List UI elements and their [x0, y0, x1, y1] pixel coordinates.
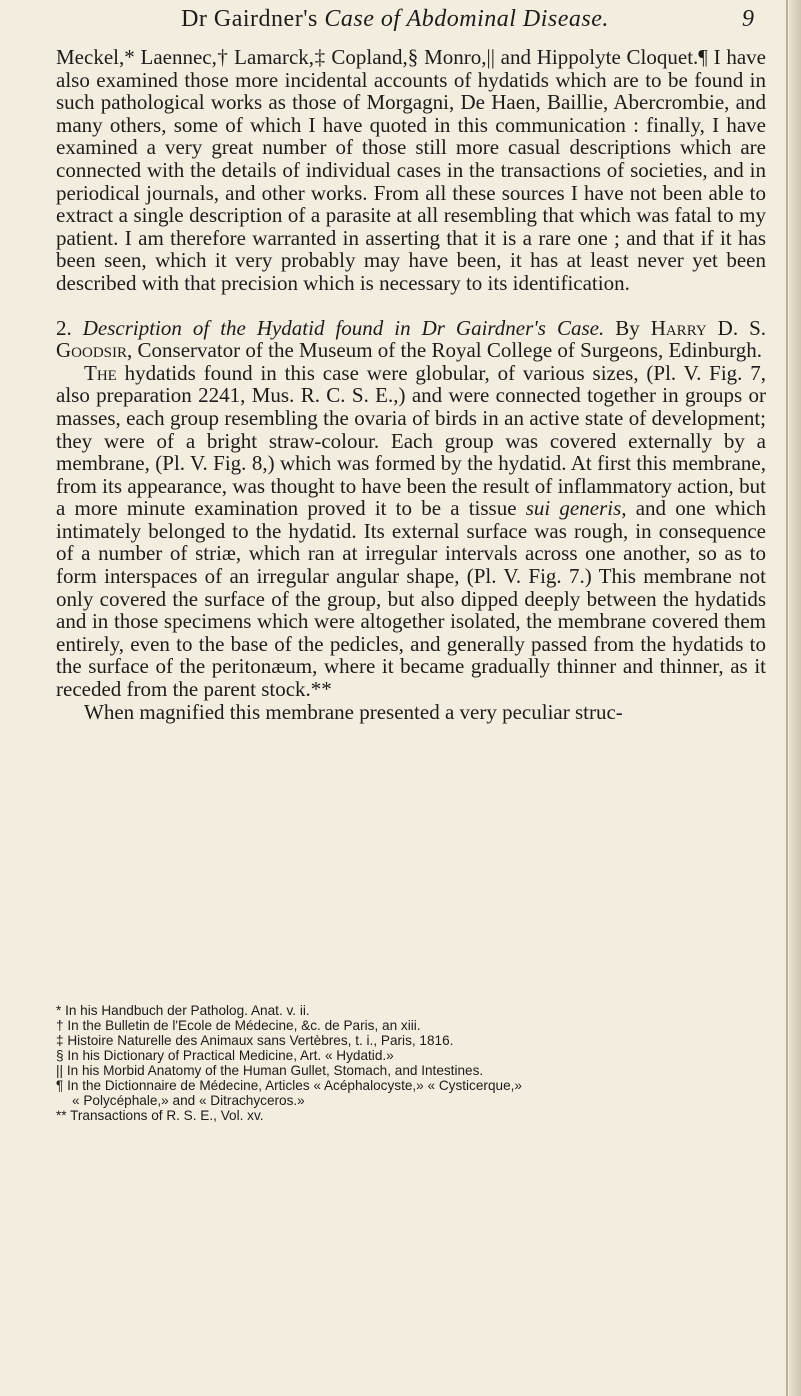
running-head-author: Dr Gairdner's	[181, 6, 318, 32]
page-edge-line	[786, 0, 788, 1396]
running-header	[0, 0, 801, 40]
paragraph-sources: Meckel,* Laennec,† Lamarck,‡ Copland,§ Monro,|| and Hippolyte Cloquet.¶ I have also examined those more incidental accounts of hydatids which are to be found in such pathological works as those of Morgagni, De Haen, Baillie, Abercrombie, and many others, some of which I have quoted in this communication : finally, I have examined a very great number of those still more casual descriptions which are connected with the details of individual cases in the transactions of societies, and in periodical journals, and other works. From all these sources I have not been able to extract a single description of a parasite at all resembling that which was fatal to my patient. I am therefore warranted in asserting that it is a rare one ; and that if it has been seen, which it very probably may have been, it has at least never yet been described with that precision which is necessary to its identification.	[56, 45, 766, 295]
footnote: * In his Handbuch der Patholog. Anat. v. ii.	[56, 1003, 310, 1018]
latin-phrase: sui generis,	[525, 496, 627, 521]
footnote: ¶ In the Dictionnaire de Médecine, Articles « Acéphalocyste,» « Cysticerque,»	[56, 1078, 522, 1093]
page-edge-shadow	[789, 0, 801, 1396]
byline-prefix: By	[615, 315, 640, 340]
footnote: § In his Dictionary of Practical Medicine, Art. « Hydatid.»	[56, 1048, 394, 1063]
byline-affiliation: Conservator of the Museum of the Royal College of Surgeons, Edinburgh.	[137, 338, 762, 363]
footnote: † In the Bulletin de l'Ecole de Médecine, &c. de Paris, an xiii.	[56, 1018, 421, 1033]
section-title: Description of the Hydatid found in Dr Gairdner's Case.	[82, 315, 605, 340]
footnotes	[56, 1003, 756, 1123]
footnote: || In his Morbid Anatomy of the Human Gullet, Stomach, and Intestines.	[56, 1063, 484, 1078]
paragraph-magnified: When magnified this membrane presented a very peculiar struc-	[84, 699, 623, 724]
footnote: ** Transactions of R. S. E., Vol. xv.	[56, 1108, 264, 1123]
paragraph-description	[56, 362, 766, 701]
paragraph-description-part-a: hydatids found in this case were globular, of various sizes, (Pl. V. Fig. 7, also preparation 2241, Mus. R. C. S. E.,) and were connected together in groups or masses, each group resembling the ovaria of birds in an active state of development; they were of a bright straw-colour. Each group was covered externally by a membrane, (Pl. V. Fig. 8,) which was formed by the hydatid. At first this membrane, from its appearance, was thought to have been the result of inflammatory action, but a more minute examination proved it to be a tissue	[56, 360, 766, 521]
paragraph-lead: The	[84, 360, 117, 385]
paragraph-description-part-b: and one which intimately belonged to the hydatid. Its external surface was rough, in consequence of a number of striæ, which ran at irregular intervals across one another, so as to form interspaces of an irregular angular shape, (Pl. V. Fig. 7.) This membrane not only covered the surface of the group, but also dipped deeply between the hydatids and in those specimens which were altogether isolated, the membrane covered them entirely, even to the base of the pedicles, and generally passed from the hydatids to the surface of the peritonæum, where it became gradually thinner and thinner, as it receded from the parent stock.**	[56, 496, 767, 702]
section-heading	[56, 317, 766, 362]
page-number: 9	[742, 6, 754, 32]
footnote-continuation: « Polycéphale,» and « Ditrachyceros.»	[72, 1093, 305, 1108]
byline-name: Harry D. S. Goodsir,	[56, 315, 767, 363]
running-head-title: Case of Abdominal Disease.	[324, 6, 609, 32]
main-text	[56, 46, 766, 723]
running-head	[160, 6, 630, 33]
section-number: 2.	[56, 315, 72, 340]
footnote: ‡ Histoire Naturelle des Animaux sans Vertèbres, t. i., Paris, 1816.	[56, 1033, 454, 1048]
